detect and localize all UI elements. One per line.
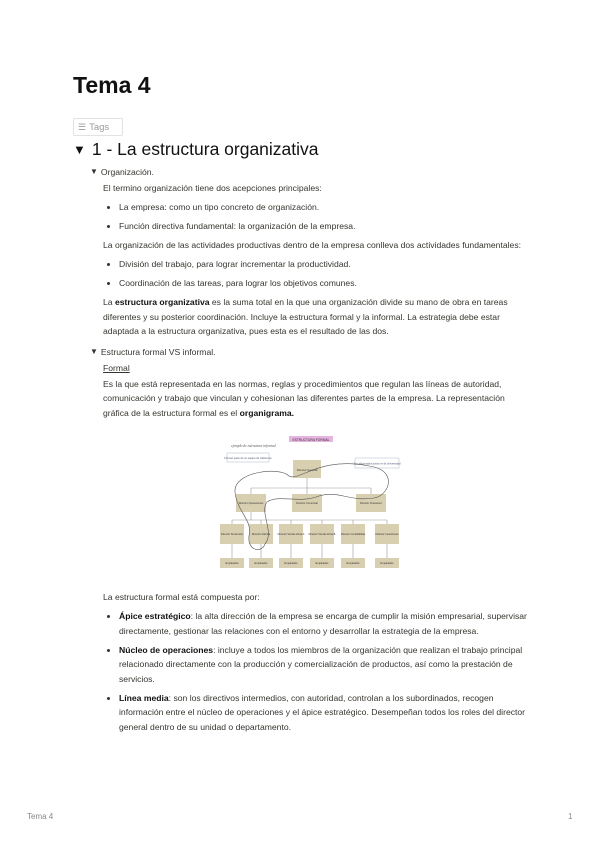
box-label: Empleados [254, 562, 268, 565]
box-label: Empleados [315, 562, 329, 565]
mid-boxes [236, 494, 386, 512]
paragraph [103, 377, 530, 421]
box-label: Director General [296, 468, 318, 472]
bold-term: Ápice estratégico [119, 611, 191, 621]
triangle-down-icon[interactable]: ▼ [90, 346, 98, 356]
box-label: Director Inversiones [375, 533, 399, 536]
bottom-boxes [220, 558, 399, 568]
text-span: : la alta dirección de la empresa se encarga de cumplir la misión empresarial, supervisar directamente, gestionar las relaciones con el entorno y desarrollar la estrategia de la empresa. [119, 611, 527, 636]
text-span: es la suma total en la que una organización divide su mano de obra en tareas diferentes y su posterior coordinación. Incluye la estructura formal y la informal. La estrategia debe estar adaptada a la estructura organizativa, pues esta es el resultado de las dos. [103, 297, 508, 336]
subheading-formal: Formal [103, 362, 130, 373]
list-item: • División del trabajo, para lograr incrementar la productividad. [119, 257, 530, 272]
bold-term: Núcleo de operaciones [119, 644, 214, 655]
toggle-estructura[interactable] [90, 345, 530, 360]
bold-term: estructura organizativa [114, 297, 210, 307]
text-span: La [103, 297, 115, 307]
connector-lines [232, 478, 387, 558]
bullet-list [103, 200, 530, 234]
text-span: : son los directivos intermedios, con autoridad, controlan a los subordinados, recogen información entre el núcleo de operaciones y el ápice estratégico. Desempeñan todos los roles del director general dentro de su unidad o departamento. [119, 692, 526, 732]
list-item [119, 643, 530, 687]
paragraph: La organización de las actividades productivas dentro de la empresa conlleva dos actividades fundamentales: [103, 240, 522, 250]
footer-page-number: 1 [568, 812, 573, 821]
triangle-down-icon[interactable]: ▼ [90, 167, 98, 176]
bullet-list [103, 257, 530, 291]
box-label: Director Ventas Zona A [277, 533, 305, 536]
low-boxes [220, 524, 399, 544]
footer-page-title: Tema 4 [27, 812, 54, 821]
section-content [90, 165, 530, 739]
list-item: • Función directiva fundamental: la organización de la empresa. [119, 219, 530, 234]
bold-term: organigrama. [239, 407, 295, 418]
chart-note-right-text: Son aficionados juntos en la Universidad [353, 462, 401, 466]
toggle-organizacion[interactable] [90, 165, 530, 180]
text-span: Es la que está representada en las normas, reglas y procedimientos que regulan las líneas de autoridad, comunicación y trabajo que vinculan y cohesionan las diferentes partes de la empresa. La representación gráfica de la estructura formal es el [103, 378, 505, 418]
org-chart-image [219, 436, 409, 576]
paragraph [103, 295, 530, 339]
toggle-body-estructura [90, 361, 530, 735]
box-label: Empleados [346, 562, 360, 565]
box-label: Director Financiero [360, 502, 382, 505]
chart-banner-text: ESTRUCTURA FORMAL [292, 437, 330, 442]
tags-property[interactable] [73, 118, 123, 136]
toggle-body-organizacion [90, 181, 530, 339]
toggle-label: Organización. [100, 167, 154, 177]
components-list [103, 609, 530, 734]
box-label: Empleados [225, 562, 239, 565]
box-label: Empleados [284, 562, 298, 565]
box-label: Director Ventas Zona B [308, 533, 336, 536]
chart-handwritten-note: ejemplo de estructura informal [231, 444, 276, 448]
list-item [119, 609, 530, 638]
list-item: • La empresa: como un tipo concreto de organización. [119, 200, 530, 215]
page-title: Tema 4 [73, 72, 151, 98]
section-heading: 1 - La estructura organizativa [91, 139, 319, 159]
list-item: • Coordinación de las tareas, para lograr los objetivos comunes. [119, 276, 530, 291]
box-label: Empleados [380, 562, 394, 565]
box-label: Director Operaciones [238, 502, 264, 505]
text-span: : incluye a todos los miembros de la organización que realizan el trabajo principal relacionado directamente con la producción y comercialización de productos, así como la prestación de servicios. [119, 644, 523, 684]
tags-label: Tags [89, 121, 110, 133]
paragraph: El termino organización tiene dos acepciones principales: [103, 183, 322, 193]
bold-term: Línea media [119, 692, 169, 703]
paragraph: La estructura formal está compuesta por: [103, 592, 260, 602]
box-label: Director Comercial [296, 502, 318, 505]
triangle-down-icon[interactable]: ▼ [73, 142, 86, 157]
box-label: Director Suministro [220, 533, 244, 536]
list-icon: ☰ [78, 121, 87, 132]
section-heading-toggle[interactable] [73, 139, 319, 160]
toggle-label: Estructura formal VS informal. [100, 346, 216, 357]
list-item [119, 691, 530, 735]
box-label: Director Contabilidad [340, 533, 366, 536]
chart-note-left-text: Forman parte de un equipo de rideburreo [224, 457, 272, 460]
box-label: Director Fabrica [251, 533, 271, 536]
